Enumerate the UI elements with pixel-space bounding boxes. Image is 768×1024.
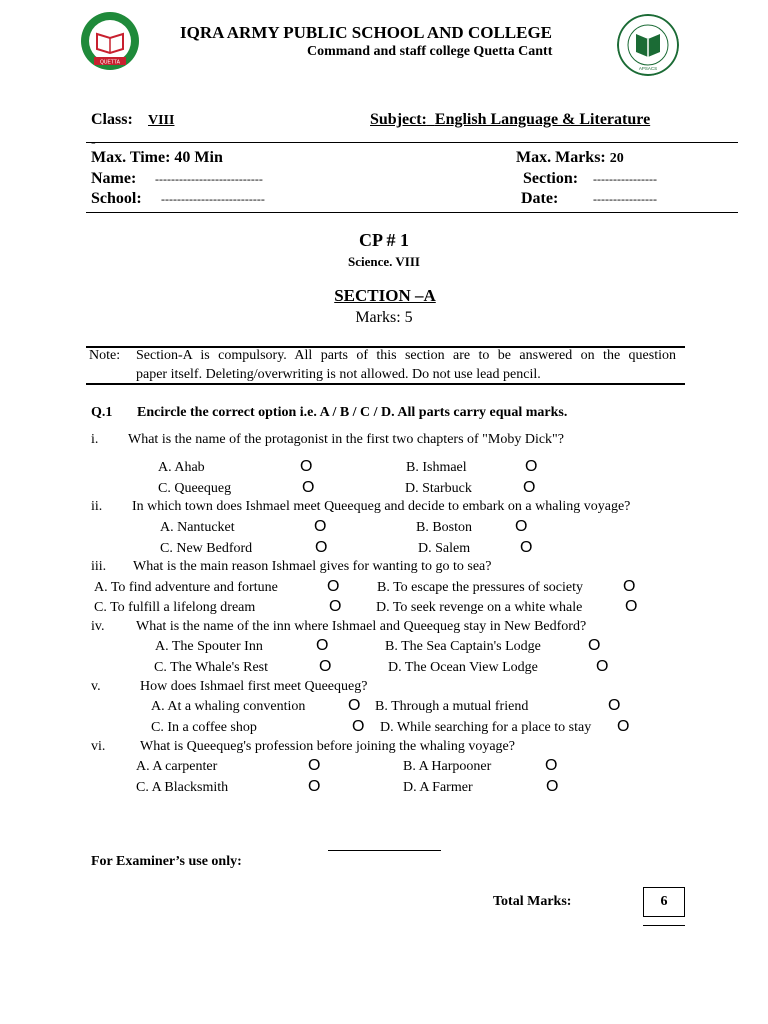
answer-bubble[interactable]: O bbox=[300, 458, 313, 475]
answer-bubble[interactable]: O bbox=[617, 718, 630, 735]
class-value: VIII bbox=[148, 113, 175, 128]
answer-bubble[interactable]: O bbox=[515, 518, 528, 535]
signature-line bbox=[328, 850, 441, 851]
question-number: v. bbox=[91, 679, 101, 694]
answer-bubble[interactable]: O bbox=[608, 697, 621, 714]
question-text: What is the name of the protagonist in the first two chapters of "Moby Dick"? bbox=[128, 432, 564, 447]
option-c: C. Queequeg bbox=[158, 481, 232, 496]
answer-bubble[interactable]: O bbox=[588, 637, 601, 654]
answer-bubble[interactable]: O bbox=[302, 479, 315, 496]
max-marks-label: Max. Marks: bbox=[516, 149, 606, 166]
divider-meta bbox=[86, 212, 738, 213]
option-b: B. Boston bbox=[416, 520, 473, 535]
option-a: A. Nantucket bbox=[160, 520, 235, 535]
date-label: Date: bbox=[521, 190, 559, 207]
question-text: How does Ishmael first meet Queequeg? bbox=[140, 679, 368, 694]
question-text: What is the name of the inn where Ishmael and Queequeg stay in New Bedford? bbox=[136, 619, 587, 634]
section-heading: SECTION –A bbox=[334, 286, 436, 305]
question-number: vi. bbox=[91, 739, 106, 754]
note-line-2: paper itself. Deleting/overwriting is not allowed. Do not use lead pencil. bbox=[136, 367, 541, 382]
school-subtitle: Command and staff college Quetta Cantt bbox=[307, 44, 553, 59]
option-a: A. At a whaling convention bbox=[151, 699, 306, 714]
subject-label: Subject: bbox=[370, 111, 427, 128]
option-c: C. New Bedford bbox=[160, 541, 253, 556]
option-b: B. Through a mutual friend bbox=[375, 699, 529, 714]
school-logo-right bbox=[617, 14, 679, 76]
answer-bubble[interactable]: O bbox=[352, 718, 365, 735]
answer-bubble[interactable]: O bbox=[319, 658, 332, 675]
question-number: i. bbox=[91, 432, 99, 447]
option-d: D. Starbuck bbox=[405, 481, 472, 496]
option-d: D. Salem bbox=[418, 541, 471, 556]
answer-bubble[interactable]: O bbox=[520, 539, 533, 556]
note-line-1: Section-A is compulsory. All parts of this section are to be answered on the question bbox=[136, 348, 676, 363]
answer-bubble[interactable]: O bbox=[329, 598, 342, 615]
answer-bubble[interactable]: O bbox=[523, 479, 536, 496]
stray-dash: - bbox=[91, 135, 96, 150]
question-text: What is Queequeg's profession before joining the whaling voyage? bbox=[140, 739, 515, 754]
answer-bubble[interactable]: O bbox=[623, 578, 636, 595]
option-c: C. In a coffee shop bbox=[151, 720, 257, 735]
answer-bubble[interactable]: O bbox=[316, 637, 329, 654]
answer-bubble[interactable]: O bbox=[308, 757, 321, 774]
option-b: B. Ishmael bbox=[406, 460, 467, 475]
answer-bubble[interactable]: O bbox=[314, 518, 327, 535]
name-label: Name: bbox=[91, 170, 137, 187]
cp-title: CP # 1 bbox=[358, 230, 409, 250]
school-logo-left bbox=[80, 11, 140, 71]
answer-bubble[interactable]: O bbox=[596, 658, 609, 675]
section-label: Section: bbox=[523, 170, 579, 187]
note-border-bottom bbox=[86, 383, 685, 385]
max-time: Max. Time: 40 Min bbox=[91, 149, 223, 166]
divider-top bbox=[86, 142, 738, 143]
option-a: A. Ahab bbox=[158, 460, 205, 475]
answer-bubble[interactable]: O bbox=[327, 578, 340, 595]
answer-bubble[interactable]: O bbox=[315, 539, 328, 556]
school-label: School: bbox=[91, 190, 142, 207]
class-label: Class: bbox=[91, 111, 133, 128]
school-name: IQRA ARMY PUBLIC SCHOOL AND COLLEGE bbox=[180, 23, 553, 42]
section-marks: Marks: 5 bbox=[355, 309, 413, 326]
answer-bubble[interactable]: O bbox=[308, 778, 321, 795]
name-line[interactable]: --------------------------- bbox=[155, 172, 263, 186]
answer-bubble[interactable]: O bbox=[348, 697, 361, 714]
question-text: What is the main reason Ishmael gives for wanting to go to sea? bbox=[133, 559, 492, 574]
answer-bubble[interactable]: O bbox=[625, 598, 638, 615]
option-d: D. A Farmer bbox=[403, 780, 473, 795]
option-a: A. To find adventure and fortune bbox=[94, 580, 278, 595]
logo-left-text: QUETTA bbox=[100, 59, 120, 66]
option-d: D. To seek revenge on a white whale bbox=[376, 600, 583, 615]
option-c: C. To fulfill a lifelong dream bbox=[94, 600, 256, 615]
option-a: A. A carpenter bbox=[136, 759, 218, 774]
total-marks-underline bbox=[643, 925, 685, 926]
option-b: B. A Harpooner bbox=[403, 759, 492, 774]
total-marks-box: 6 bbox=[643, 887, 685, 917]
max-marks-value: 20 bbox=[609, 151, 624, 166]
option-a: A. The Spouter Inn bbox=[155, 639, 263, 654]
question-number: iii. bbox=[91, 559, 107, 574]
note-label: Note: bbox=[89, 348, 121, 363]
examiner-label: For Examiner’s use only: bbox=[91, 854, 242, 869]
option-c: C. A Blacksmith bbox=[136, 780, 229, 795]
question-number: ii. bbox=[91, 499, 103, 514]
option-d: D. While searching for a place to stay bbox=[380, 720, 592, 735]
max-marks bbox=[516, 149, 624, 167]
option-b: B. To escape the pressures of society bbox=[377, 580, 583, 595]
q1-number: Q.1 bbox=[91, 405, 113, 420]
section-line[interactable]: ---------------- bbox=[593, 172, 657, 186]
option-b: B. The Sea Captain's Lodge bbox=[385, 639, 541, 654]
answer-bubble[interactable]: O bbox=[525, 458, 538, 475]
answer-bubble[interactable]: O bbox=[546, 778, 559, 795]
answer-bubble[interactable]: O bbox=[545, 757, 558, 774]
date-line[interactable]: ---------------- bbox=[593, 192, 657, 206]
subject-field bbox=[370, 111, 650, 129]
option-d: D. The Ocean View Lodge bbox=[388, 660, 538, 675]
science-subtitle: Science. VIII bbox=[348, 254, 420, 269]
q1-instruction: Encircle the correct option i.e. A / B / C / D. All parts carry equal marks. bbox=[137, 405, 568, 420]
question-number: iv. bbox=[91, 619, 105, 634]
school-line[interactable]: -------------------------- bbox=[161, 192, 265, 206]
total-marks-label: Total Marks: bbox=[493, 894, 572, 909]
option-c: C. The Whale's Rest bbox=[154, 660, 268, 675]
subject-value: English Language & Literature bbox=[434, 111, 651, 128]
question-text: In which town does Ishmael meet Queequeg and decide to embark on a whaling voyage? bbox=[132, 499, 631, 514]
logo-right-text: APSACS bbox=[638, 66, 658, 71]
